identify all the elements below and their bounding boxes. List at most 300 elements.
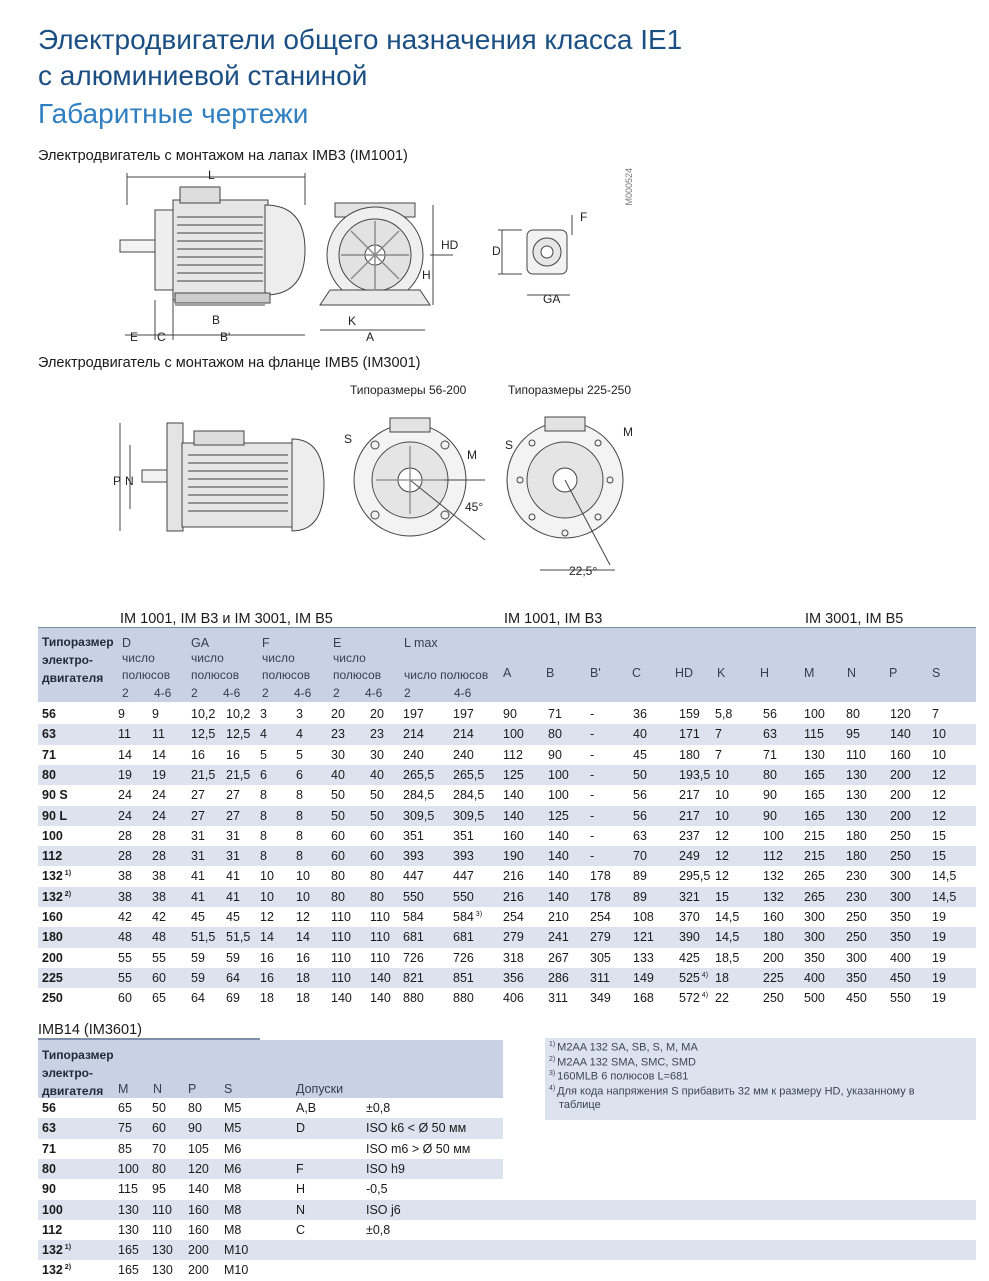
table-row (38, 806, 976, 826)
table-cell: 100 (548, 767, 569, 782)
table-cell: 525 $^{4)}$ (679, 970, 709, 985)
table-cell: 180 (679, 747, 700, 762)
table-cell: 89 (633, 889, 647, 904)
table-cell: 425 (679, 950, 700, 965)
tolerance-key: A,B (296, 1101, 317, 1115)
table-cell: 16 (296, 950, 310, 965)
table-cell: 8 (260, 849, 267, 864)
table-cell: 100 (548, 788, 569, 803)
table-cell: 50 (370, 808, 384, 823)
imb14-cell: 110 (152, 1202, 172, 1217)
table-cell: 23 (370, 727, 384, 742)
table-cell: 56 (633, 808, 647, 823)
table-cell: 90 (763, 808, 777, 823)
table-cell: 21,5 (226, 767, 251, 782)
table-cell: 180 (763, 930, 784, 945)
table-cell: 27 (226, 808, 240, 823)
imb14-cell: M8 (224, 1202, 242, 1217)
imb14-cell: M8 (224, 1222, 242, 1237)
table-cell: 214 (453, 727, 474, 742)
flange-end-view-small (345, 400, 495, 550)
table-cell: 8 (296, 849, 303, 864)
row-size-label: 112 (42, 849, 63, 864)
imb14-cell: 85 (118, 1141, 132, 1156)
table-cell: 851 (453, 970, 474, 985)
table-row (38, 927, 976, 947)
table-cell: 80 (548, 727, 562, 742)
table-cell: 80 (370, 869, 384, 884)
table-cell: 180 (846, 828, 867, 843)
dim-B-label: B (212, 313, 221, 327)
table-row (38, 765, 976, 785)
dim-M-large-label: M (623, 425, 633, 439)
size-range-56-200: Типоразмеры 56-200 (350, 383, 467, 397)
header-ga-p2: 2 (191, 686, 198, 700)
table-cell: - (590, 788, 595, 803)
header-d-p46: 4-6 (154, 686, 172, 700)
table-cell: 250 (846, 930, 867, 945)
table-cell: 110 (331, 950, 351, 965)
table-cell: 8 (296, 808, 303, 823)
table-cell: 40 (633, 727, 647, 742)
table-cell: 80 (331, 869, 345, 884)
imb14-header-size (42, 1046, 114, 1100)
table-cell: 31 (191, 849, 205, 864)
table-cell: 50 (633, 767, 647, 782)
table-cell: 351 (403, 828, 424, 843)
table-cell: 41 (226, 889, 240, 904)
table-cell: 356 (503, 970, 524, 985)
table-cell: 45 (191, 910, 205, 924)
header-d-poles-word2: полюсов (122, 668, 171, 682)
table-cell: 14 (260, 930, 274, 945)
imb14-size-label: 100 (42, 1202, 63, 1217)
table-cell: 7 (715, 747, 722, 762)
table-cell: 200 (890, 767, 911, 782)
imb14-cell: M5 (224, 1101, 242, 1115)
table-cell: 140 (890, 727, 911, 742)
table-cell: 55 (152, 950, 166, 965)
table-cell: 726 (453, 950, 474, 965)
imb14-row (38, 1260, 976, 1280)
table-cell: 112 (763, 849, 783, 864)
table-cell: 318 (503, 950, 524, 965)
table-cell: 56 (633, 788, 647, 803)
table-cell: 12 (715, 869, 729, 884)
table-cell: 59 (191, 970, 205, 985)
imb14-cell: 90 (188, 1121, 202, 1136)
table-cell: 40 (370, 767, 384, 782)
table-cell: 214 (403, 727, 424, 742)
imb14-cell: 120 (188, 1161, 209, 1176)
table-cell: 60 (118, 991, 132, 1006)
table-cell: 726 (403, 950, 424, 965)
table-cell: 215 (804, 849, 825, 864)
table-cell: 28 (118, 849, 132, 864)
table-cell: 60 (152, 970, 166, 985)
table-cell: 28 (152, 828, 166, 843)
table-cell: 24 (118, 788, 132, 803)
table-cell: 254 (503, 910, 524, 924)
table-cell: 321 (679, 889, 700, 904)
footnote: $^{2)}$ M2AA 132 SMA, SMC, SMD (549, 1055, 696, 1069)
table-cell: 110 (331, 930, 351, 945)
row-size-label: 180 (42, 930, 63, 945)
table-cell: 300 (804, 910, 825, 924)
imb14-cell: 130 (152, 1263, 173, 1278)
imb14-cell: M5 (224, 1121, 242, 1136)
table-cell: 18 (260, 991, 274, 1006)
row-size-label: 71 (42, 747, 56, 762)
table-cell: 165 (804, 808, 825, 823)
table-cell: 880 (403, 991, 424, 1006)
dim-C-label: C (157, 330, 166, 344)
table-cell: 4 (296, 727, 303, 742)
table-cell: 171 (679, 727, 700, 742)
flange-motor-side-drawing (112, 405, 332, 570)
table-cell: 681 (403, 930, 424, 945)
table-cell: 284,5 (403, 788, 435, 803)
imb14-title: IMB14 (IM3601) (38, 1022, 142, 1038)
table-cell: 254 (590, 910, 611, 924)
table-cell: 27 (191, 788, 205, 803)
table-cell: 300 (890, 869, 911, 884)
table-cell: 130 (846, 808, 867, 823)
table-cell: 140 (548, 889, 569, 904)
footnote-mark: 1) (62, 870, 72, 878)
imb14-size-label: 71 (42, 1141, 56, 1156)
table-cell: - (590, 727, 595, 742)
dim-M-label: M (467, 448, 477, 462)
table-cell: 240 (403, 747, 424, 762)
footnote-mark: 1) (549, 1041, 558, 1048)
table-cell: 60 (331, 849, 345, 864)
table-cell: 41 (191, 889, 205, 904)
footnote-mark: 4) (549, 1084, 558, 1092)
table-cell: 30 (370, 747, 384, 762)
imb14-cell: 105 (188, 1141, 209, 1156)
table-cell: 48 (152, 930, 166, 945)
table-cell: 56 (763, 707, 777, 721)
tolerance-value: -0,5 (366, 1182, 388, 1197)
drawing-code: M000524 (624, 168, 634, 206)
table-cell: 14,5 (715, 910, 740, 924)
imb14-cell: 70 (152, 1141, 166, 1156)
table-cell: 38 (118, 869, 132, 884)
table-cell: 140 (503, 808, 524, 823)
table-cell: 12 (715, 849, 729, 864)
table-cell: 3 (260, 707, 267, 721)
table-cell: 279 (503, 930, 524, 945)
row-size-label: 90 S (42, 788, 68, 803)
table-cell: 210 (548, 910, 569, 924)
row-size-label: 132 $^{2)}$ (42, 889, 72, 904)
table-cell: 27 (191, 808, 205, 823)
table-cell: 132 (763, 889, 784, 904)
table-cell: 24 (118, 808, 132, 823)
imb14-cell: 130 (118, 1202, 139, 1217)
tolerance-value: ±0,8 (366, 1101, 391, 1115)
table-cell: 447 (403, 869, 424, 884)
footnote-mark: 3) (549, 1070, 558, 1077)
table-cell: 160 (890, 747, 911, 762)
footnote: таблице (559, 1099, 601, 1111)
table-cell: 216 (503, 869, 524, 884)
table-cell: - (590, 849, 595, 864)
table-cell: 216 (503, 889, 524, 904)
dim-P-label: P (113, 474, 122, 488)
header-m: M (804, 666, 815, 680)
footnote-mark: 2) (62, 1264, 72, 1272)
table-cell: 45 (226, 910, 240, 924)
table-cell: 450 (846, 991, 867, 1006)
table-cell: 12 (715, 828, 729, 843)
dim-H-label: H (422, 268, 431, 282)
table-cell: 51,5 (191, 930, 216, 945)
table-cell: 681 (453, 930, 474, 945)
table-cell: 63 (633, 828, 647, 843)
table-cell: 149 (633, 970, 654, 985)
table-cell: 140 (548, 869, 569, 884)
table-cell: 193,5 (679, 767, 711, 782)
table-cell: 237 (679, 828, 700, 843)
table-cell: 190 (503, 849, 524, 864)
imb14-row (38, 1118, 976, 1138)
table-cell: 50 (331, 808, 345, 823)
imb14-cell: 165 (118, 1243, 139, 1258)
table-cell: 18 (715, 970, 729, 985)
table-cell: 108 (633, 910, 654, 924)
header-size-line2: электро- (42, 653, 94, 667)
table-cell: 10 (715, 788, 729, 803)
table-cell: 132 (763, 869, 784, 884)
table-row (38, 887, 976, 907)
table-cell: 393 (403, 849, 424, 864)
header-e-p2: 2 (333, 686, 340, 700)
imb14-cell: 160 (188, 1222, 209, 1237)
table-cell: 11 (118, 727, 131, 742)
footnote: $^{1)}$ M2AA 132 SA, SB, S, M, MA (549, 1041, 698, 1054)
table-row (38, 968, 976, 988)
angle-45-label: 45° (465, 500, 484, 514)
imb14-header-P: P (188, 1082, 197, 1096)
table-cell: 140 (548, 849, 569, 864)
footnote-mark: 1) (62, 1243, 72, 1251)
table-cell: 5,8 (715, 707, 733, 721)
imb14-cell: M10 (224, 1263, 249, 1278)
table-cell: 286 (548, 970, 569, 985)
table-cell: 60 (370, 849, 384, 864)
table-row (38, 866, 976, 886)
tolerance-value: ±0,8 (366, 1222, 391, 1237)
table-cell: 250 (763, 991, 784, 1006)
table-cell: 584 (403, 910, 424, 924)
table-cell: 225 (763, 970, 784, 985)
imb14-cell: 200 (188, 1263, 209, 1278)
table-cell: 550 (453, 889, 474, 904)
table-cell: - (590, 828, 595, 843)
row-shade (38, 1159, 503, 1179)
table-cell: 23 (331, 727, 345, 742)
tolerance-key: D (296, 1121, 306, 1136)
header-e: E (333, 636, 342, 650)
table-cell: 12,5 (191, 727, 216, 742)
table-cell: 30 (331, 747, 345, 762)
table-cell: 300 (846, 950, 867, 965)
table-cell: 267 (548, 950, 569, 965)
header-h: H (760, 666, 770, 680)
table-row (38, 724, 976, 744)
header-ga-p46: 4-6 (223, 686, 241, 700)
page-title: Электродвигатели общего назначения класса IE1 (38, 24, 683, 55)
imb14-header-N: N (153, 1082, 163, 1096)
table-cell: 18,5 (715, 950, 740, 965)
table-cell: 51,5 (226, 930, 251, 945)
table-cell: 59 (226, 950, 240, 965)
table-cell: 125 (503, 767, 524, 782)
table-cell: 6 (260, 767, 267, 782)
imb14-header-S: S (224, 1082, 233, 1096)
table-cell: 8 (260, 828, 267, 843)
row-size-label: 250 (42, 991, 63, 1006)
table-cell: 450 (890, 970, 911, 985)
row-shade (38, 1240, 503, 1260)
table-cell: 197 (453, 707, 474, 721)
table-cell: 12 (932, 808, 946, 823)
size-range-225-250: Типоразмеры 225-250 (508, 383, 631, 397)
table-cell: 31 (226, 828, 240, 843)
table-cell: 63 (763, 727, 777, 742)
table-cell: 140 (370, 970, 391, 985)
table-cell: 70 (633, 849, 647, 864)
header-c: C (632, 666, 642, 680)
imb14-cell: 160 (188, 1202, 209, 1217)
table-cell: 48 (118, 930, 132, 945)
table-cell: 12,5 (226, 727, 251, 742)
table-cell: 110 (331, 910, 351, 924)
table-cell: 41 (226, 869, 240, 884)
dim-GA-label: GA (543, 292, 561, 306)
main-table-header (38, 628, 976, 702)
table-cell: 250 (890, 828, 911, 843)
table-cell: 500 (804, 991, 825, 1006)
table-cell: 406 (503, 991, 524, 1006)
header-a: A (503, 666, 512, 680)
table-cell: 15 (932, 828, 946, 843)
table-cell: - (590, 767, 595, 782)
table-cell: 27 (226, 788, 240, 803)
table-cell: - (590, 808, 595, 823)
table-cell: 311 (548, 991, 568, 1006)
table-cell: 64 (226, 970, 240, 985)
table-row (38, 948, 976, 968)
table-cell: 10,2 (226, 707, 251, 721)
row-size-label: 225 (42, 970, 63, 985)
flange-mount-heading: Электродвигатель с монтажом на фланце IMB5 (IM3001) (38, 355, 421, 371)
table-cell: 12 (932, 767, 946, 782)
dim-F-label: F (580, 210, 588, 224)
table-cell: 821 (403, 970, 424, 985)
table-cell: 215 (804, 828, 825, 843)
header-lmax-poles: число полюсов (404, 668, 489, 682)
header-f: F (262, 636, 270, 650)
table-cell: 230 (846, 889, 867, 904)
table-cell: 80 (763, 767, 777, 782)
table-cell: 265,5 (453, 767, 485, 782)
imb14-cell: 140 (188, 1182, 209, 1197)
table-cell: 31 (191, 828, 205, 843)
table-cell: 8 (296, 788, 303, 803)
table-row (38, 826, 976, 846)
table-cell: 200 (763, 950, 784, 965)
table-cell: 110 (370, 910, 390, 924)
table-cell: 350 (846, 970, 867, 985)
page-title-line2: с алюминиевой станиной (38, 60, 368, 91)
table-cell: 12 (260, 910, 274, 924)
table-cell: 38 (118, 889, 132, 904)
table-cell: 250 (890, 849, 911, 864)
table-cell: 14,5 (932, 889, 957, 904)
table-cell: 311 (590, 970, 610, 985)
imb14-header-size-line2: электро- (42, 1066, 94, 1080)
imb14-cell: 115 (118, 1182, 138, 1197)
table-cell: 217 (679, 788, 700, 803)
row-size-label: 160 (42, 910, 63, 924)
table-cell: 100 (804, 707, 825, 721)
table-cell: 447 (453, 869, 474, 884)
footnote-mark: 4) (699, 992, 709, 1000)
table-cell: 15 (715, 889, 729, 904)
imb14-row (38, 1159, 976, 1179)
table-cell: 159 (679, 707, 700, 721)
table-cell: 36 (633, 707, 647, 721)
table-cell: 249 (679, 849, 700, 864)
imb14-cell: 75 (118, 1121, 132, 1136)
table-cell: 21,5 (191, 767, 216, 782)
table-cell: 5 (296, 747, 303, 762)
table-cell: 90 (503, 707, 517, 721)
page-subtitle: Габаритные чертежи (38, 98, 309, 129)
row-size-label: 132 $^{1)}$ (42, 869, 72, 884)
table-cell: 110 (331, 970, 351, 985)
imb14-size-label: 56 (42, 1101, 56, 1115)
imb14-row (38, 1200, 976, 1220)
table-cell: 19 (932, 991, 946, 1006)
row-size-label: 100 (42, 828, 63, 843)
table-cell: 59 (191, 950, 205, 965)
table-cell: 309,5 (453, 808, 485, 823)
imb14-cell: 165 (118, 1263, 139, 1278)
group-header-common: IM 1001, IM B3 и IM 3001, IM B5 (120, 611, 333, 627)
table-cell: 300 (890, 889, 911, 904)
table-cell: 351 (453, 828, 474, 843)
table-cell: 8 (260, 808, 267, 823)
row-size-label: 90 L (42, 808, 68, 823)
tolerance-key: N (296, 1202, 306, 1217)
table-cell: 80 (331, 889, 345, 904)
imb14-size-label: 132 $^{2)}$ (42, 1263, 72, 1278)
row-shade-ext (503, 1240, 976, 1260)
header-f-p2: 2 (262, 686, 269, 700)
table-cell: 250 (846, 910, 867, 924)
table-cell: 121 (633, 930, 654, 945)
row-size-label: 200 (42, 950, 63, 965)
imb14-cell: M6 (224, 1161, 242, 1176)
imb14-cell: 110 (152, 1222, 172, 1237)
table-cell: 130 (846, 788, 867, 803)
table-cell: 140 (370, 991, 391, 1006)
imb14-cell: 95 (152, 1182, 166, 1197)
